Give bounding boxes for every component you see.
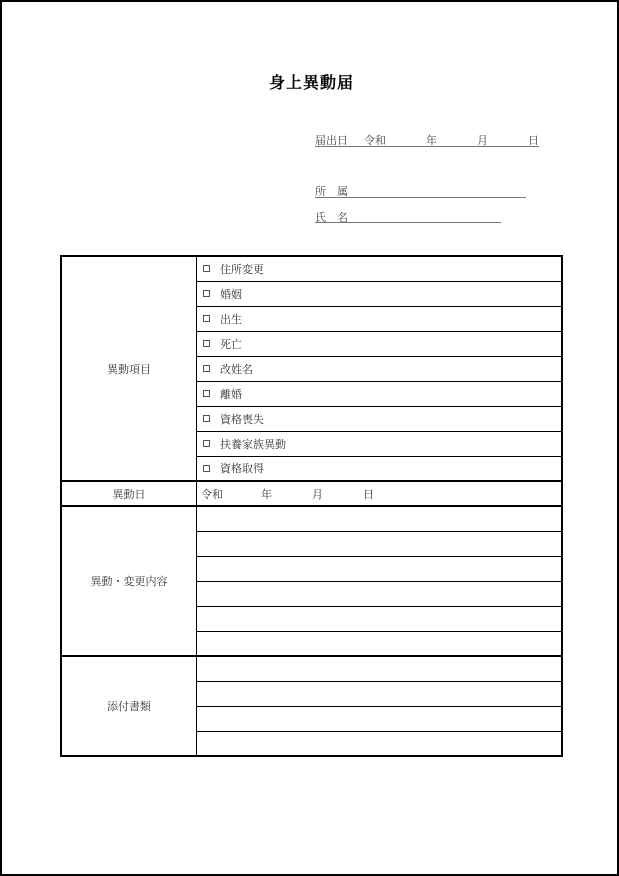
change-details-line[interactable] [197, 581, 562, 606]
change-item-row[interactable] [197, 456, 562, 481]
change-item-row[interactable] [197, 306, 562, 331]
change-details-line[interactable] [197, 606, 562, 631]
submission-date-underline [315, 146, 539, 147]
change-item-row[interactable] [197, 406, 562, 431]
change-details-line[interactable] [197, 531, 562, 556]
attachments-line[interactable] [197, 656, 562, 681]
change-item-label: 扶養家族異動 [220, 437, 287, 451]
change-item-row[interactable] [197, 381, 562, 406]
submission-month-label: 月 [477, 134, 488, 147]
change-item-label: 婚姻 [220, 287, 243, 301]
checkbox[interactable] [203, 465, 210, 472]
attachments-label: 添付書類 [61, 656, 197, 756]
change-item-label: 死亡 [220, 337, 243, 351]
change-item-label: 離婚 [220, 387, 243, 401]
change-item-label: 改姓名 [220, 362, 254, 376]
submission-day-label: 日 [528, 134, 539, 147]
change-date-year: 年 [261, 487, 273, 501]
department-field[interactable] [315, 197, 526, 198]
checkbox[interactable] [203, 415, 210, 422]
submission-era: 令和 [364, 134, 386, 147]
checkbox[interactable] [203, 315, 210, 322]
change-item-label: 資格取得 [220, 462, 265, 476]
change-details-line[interactable] [197, 631, 562, 656]
attachments-line[interactable] [197, 681, 562, 706]
name-field[interactable] [315, 222, 501, 223]
checkbox[interactable] [203, 365, 210, 372]
change-item-label: 出生 [220, 312, 243, 326]
change-form-table [60, 255, 563, 757]
name-label: 氏 名 [315, 211, 348, 224]
checkbox[interactable] [203, 440, 210, 447]
change-item-row[interactable] [197, 356, 562, 381]
change-item-row[interactable] [197, 331, 562, 356]
checkbox[interactable] [203, 290, 210, 297]
change-date-month: 月 [312, 487, 324, 501]
submission-year-label: 年 [426, 134, 437, 147]
change-details-line[interactable] [197, 506, 562, 531]
change-item-label: 住所変更 [220, 262, 265, 276]
attachments-line[interactable] [197, 731, 562, 756]
change-date-era: 令和 [201, 487, 224, 501]
attachments-line[interactable] [197, 706, 562, 731]
page-title: 身上異動届 [268, 73, 354, 92]
checkbox[interactable] [203, 340, 210, 347]
change-date-label: 異動日 [61, 481, 197, 506]
submission-date-label: 届出日 [315, 134, 348, 147]
change-item-row[interactable] [197, 431, 562, 456]
change-item-label: 資格喪失 [220, 412, 265, 426]
checkbox[interactable] [203, 265, 210, 272]
change-date-field[interactable] [197, 481, 562, 506]
change-details-label: 異動・変更内容 [61, 506, 197, 656]
department-label: 所 属 [315, 185, 348, 198]
change-items-label: 異動項目 [61, 256, 197, 481]
checkbox[interactable] [203, 390, 210, 397]
change-date-day: 日 [363, 487, 375, 501]
change-details-line[interactable] [197, 556, 562, 581]
change-item-row[interactable] [197, 256, 562, 281]
change-item-row[interactable] [197, 281, 562, 306]
